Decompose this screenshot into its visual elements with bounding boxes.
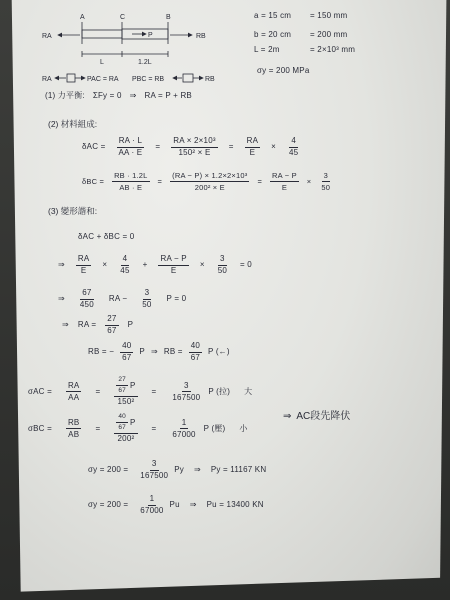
times-symbol: × [199,260,205,269]
numerator: 67 [80,289,93,300]
fraction [270,172,299,191]
load-p-label: P [148,32,153,39]
numerator: 27 [116,377,128,386]
reaction-rb-line [88,342,230,362]
fraction [116,137,144,157]
denominator: 45 [288,148,299,157]
fraction [76,255,92,275]
stress-ac-line [28,377,252,406]
fraction [170,419,197,439]
fraction [216,255,229,275]
load-symbol: P [129,380,136,390]
denominator: 167500 [140,471,169,480]
point-b-label: B [166,14,171,21]
compatibility-sum-line [58,255,252,275]
numerator: 3 [182,382,191,393]
fraction [105,315,118,335]
times-symbol: × [102,260,108,269]
step1-equilibrium: ΣFy = 0 [92,91,122,100]
fraction [118,255,131,275]
denominator: 50 [217,266,227,275]
numerator: 27 [105,315,118,326]
numerator: 4 [121,255,130,266]
numerator: RA [76,255,92,266]
stress-bc-type: P (壓) [203,423,226,433]
times-symbol: × [271,142,276,151]
numerator: RA [245,137,261,148]
numerator: RA − P [158,255,188,266]
equation-tail: P (←) [208,347,230,356]
compatibility-line [78,233,134,241]
bar-diagram [40,10,222,90]
denominator: E [249,148,256,157]
reaction-ra-lhs: RA = [77,320,97,329]
yield-load-result: Py = 11167 KN [210,465,267,474]
denominator: AB [68,429,80,439]
fraction [319,172,332,191]
equation-tail: P [127,320,134,329]
denominator: 67 [190,353,200,362]
point-c-label: C [120,14,126,21]
simplify-middle: RA − [108,294,128,303]
numerator [114,414,137,434]
step1-result: RA = P + RB [144,91,192,100]
denominator: E [80,266,87,275]
length-ac-label: L [100,59,104,66]
denominator: E [170,266,177,275]
stress-bc-compare: 小 [239,423,248,433]
numerator: 3 [150,460,159,471]
fraction [116,414,128,431]
denominator: 67000 [172,429,196,439]
numerator: (RA − P) × 1.2×2×10³ [172,171,248,180]
equals-symbol: = [228,142,234,151]
reaction-rb-lhs2: RB = [163,347,183,356]
bar-segment-ac [82,30,122,38]
numerator: RB · 1.2L [114,171,148,180]
reaction-rb-label: RB [196,33,206,40]
denominator: AB · E [119,182,143,192]
equals-symbol: = [155,142,161,151]
fraction [138,495,165,515]
stress-bc-line [28,414,248,443]
given-length-conversion: = 2×10³ mm [310,45,356,54]
given-length-definition: L = 2m [254,45,280,54]
numerator: RA − P [272,171,297,180]
yield-load-lhs: σy = 200 = [88,465,129,474]
yield-conclusion [283,412,350,422]
load-symbol: P [129,417,136,427]
reaction-ra-label: RA [42,33,52,40]
step1-line [45,92,192,100]
denominator: 450 [79,300,94,309]
numerator: RB [66,419,82,430]
ultimate-load-symbol: Pu [169,500,180,509]
numerator: RA · L [117,137,144,148]
denominator: AA · E [118,148,143,157]
numerator: 40 [189,342,202,353]
fbd-left-force: PAC = RA [87,76,119,83]
yield-load-symbol: Py [174,465,184,474]
fbd-right-reaction: RB [205,76,215,83]
implies-symbol: ⇒ [58,260,65,269]
fraction [245,137,261,157]
numerator: RA [66,382,82,393]
equals-symbol: = [95,423,101,433]
fraction [171,137,217,157]
plus-symbol: + [142,260,148,269]
deformation-bc-line [82,172,332,191]
implies-symbol: ⇒ [129,91,137,100]
fraction [158,255,188,275]
numerator: 1 [180,419,189,430]
fraction [140,289,153,309]
fraction [66,419,82,439]
implies-symbol: ⇒ [62,320,69,329]
step1-label: (1) 力平衡: [45,91,85,100]
equals-symbol: = [151,423,157,433]
stress-ac-type: P (拉) [208,386,231,396]
denominator: 67 [118,386,126,394]
denominator: 150² [117,397,135,406]
implies-symbol: ⇒ [283,411,292,422]
denominator: 45 [120,266,130,275]
reaction-rb-lhs: RB = − [88,347,115,356]
denominator: 67 [107,326,117,335]
stress-ac-lhs: σAC = [28,386,52,396]
denominator: 50 [142,300,152,309]
deformation-bc-lhs: δBC = [82,176,105,186]
numerator: 40 [116,414,128,423]
nested-fraction [114,377,137,406]
fraction [112,172,149,191]
stress-ac-compare: 大 [244,386,253,396]
times-symbol: × [306,176,312,186]
fraction [120,342,133,362]
fraction [189,342,202,362]
equals-symbol: = [157,176,163,186]
yield-load-line [88,460,266,480]
denominator: 150² × E [178,148,211,157]
numerator: 40 [120,342,133,353]
deformation-ac-line [82,137,300,157]
denominator: 200² × E [194,182,225,192]
fbd-right-body [183,74,193,82]
denominator: 67 [118,423,126,431]
numerator: 1 [148,495,157,506]
deformation-ac-lhs: δAC = [82,142,106,151]
equation-tail: P = 0 [166,294,187,303]
fbd-left-reaction: RA [42,76,52,83]
step3-label: (3) 變形諧和: [48,206,98,216]
equals-symbol: = [151,386,157,396]
given-b-conversion: = 200 mm [310,30,348,39]
ultimate-load-line [88,495,264,515]
numerator: 3 [143,289,152,300]
given-b-definition: b = 20 cm [254,30,292,39]
fraction [66,382,82,402]
point-a-label: A [80,14,85,21]
numerator: RA × 2×10³ [171,137,217,148]
stress-bc-lhs: σBC = [28,423,52,433]
implies-symbol: ⇒ [193,465,201,474]
implies-symbol: ⇒ [58,294,65,303]
fbd-right-force: PBC = RB [132,76,165,83]
given-a-conversion: = 150 mm [310,11,348,20]
fraction [138,460,170,480]
length-cb-label: 1.2L [138,59,152,66]
denominator: 67000 [140,506,164,515]
implies-symbol: ⇒ [150,347,158,356]
numerator [114,377,137,397]
given-a-definition: a = 15 cm [254,11,292,20]
denominator: E [281,182,288,192]
compatibility-equation: δAC + δBC = 0 [78,232,135,241]
equals-symbol: = [257,176,263,186]
equation-tail: = 0 [240,260,252,269]
implies-symbol: ⇒ [189,500,197,509]
numerator: 3 [218,255,227,266]
fbd-left-body [67,74,75,82]
fraction [116,377,128,394]
denominator: 50 [321,182,331,192]
denominator: 167500 [172,392,201,402]
yield-conclusion-text: AC段先降伏 [296,411,351,422]
denominator: AA [68,392,80,402]
fraction [78,289,96,309]
ultimate-load-result: Pu = 13400 KN [206,500,264,509]
equals-symbol: = [95,386,101,396]
fraction [170,382,202,402]
fraction [170,172,249,191]
simplify-line [58,289,186,309]
reaction-rb-middle: P [139,347,145,356]
fraction [287,137,300,157]
given-yield-stress: σy = 200 MPa [257,66,310,75]
numerator: 4 [289,137,298,148]
denominator: 67 [122,353,132,362]
denominator: 200² [117,434,135,443]
nested-fraction [114,414,137,443]
ultimate-load-lhs: σy = 200 = [88,500,129,509]
step2-label: (2) 材料組成: [48,119,98,129]
numerator: 3 [323,171,328,180]
reaction-ra-line [62,315,133,335]
